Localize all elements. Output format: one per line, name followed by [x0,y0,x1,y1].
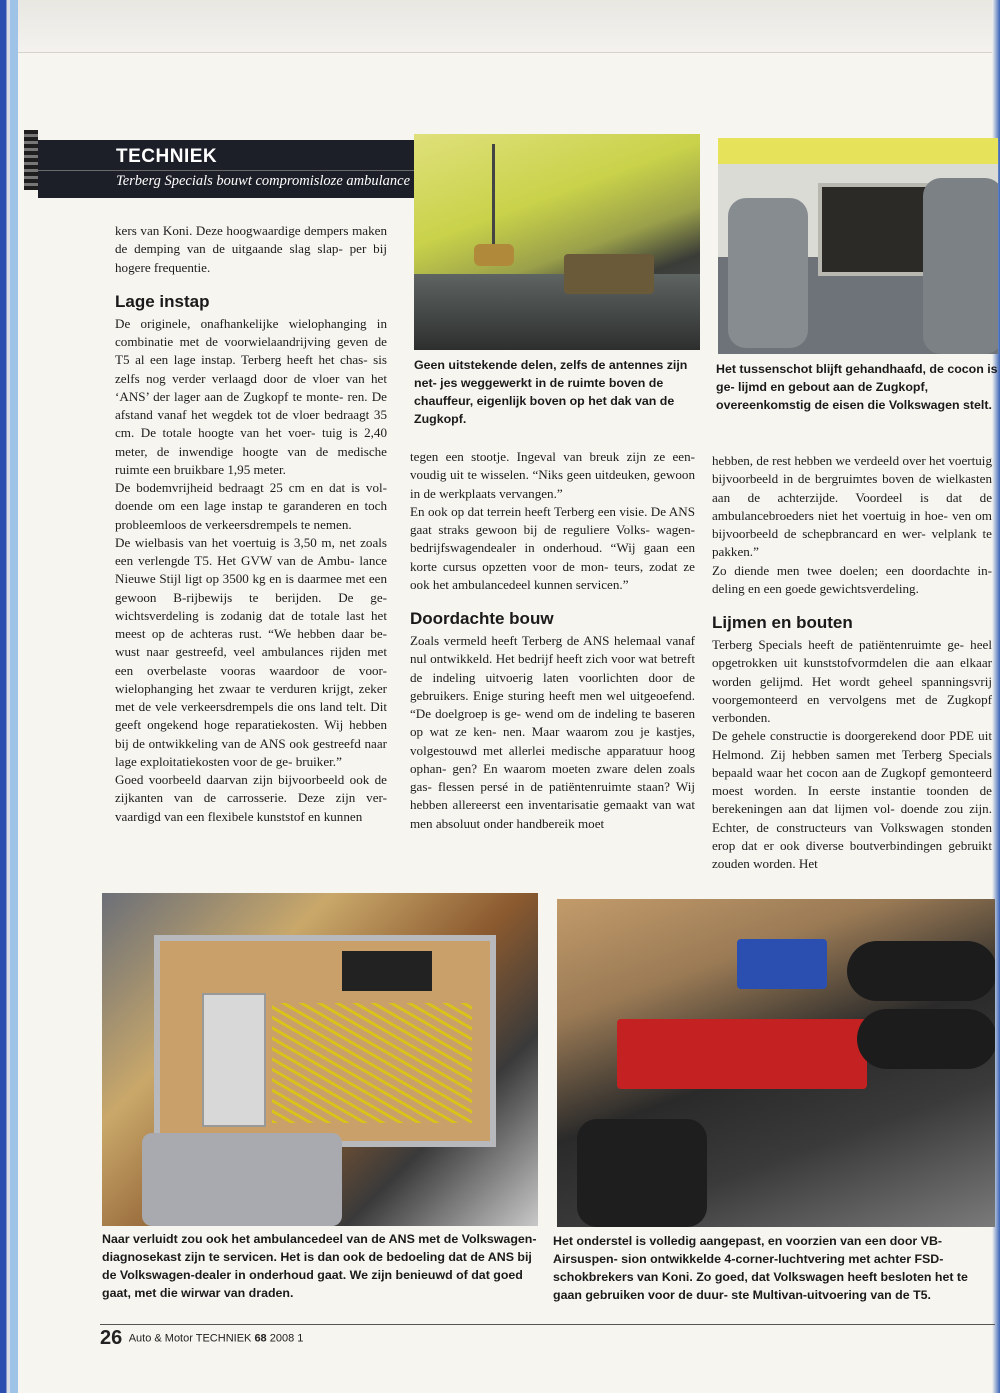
paragraph: Goed voorbeeld daarvan zijn bijvoorbeeld ook de zijkanten van de carrosserie. Deze zijn ver- vaardigd van een flexibele kunststof en kunnen [115,772,387,824]
page-footer [100,1327,303,1350]
issue-number: 68 [254,1332,267,1345]
paragraph: De originele, onafhankelijke wielophanging in combinatie met de voorwielaandrijving geven de T5 al een lage instap. Terberg heeft het chas- sis zelfs nog verder verlaagd door de vloer van het ‘ANS’ der lager aan de Zugkopf te monte- ren. De afstand vanaf het wegdek tot de vloer bedraagt 35 cm. De totale hoogte van het voer- tuig is 2,40 meter, de inwendige hoogte van de medische ruimte een bruikbare 1,95 meter. [115,315,387,477]
page-top-edge [18,0,1000,53]
caption-antenna: Geen uitstekende delen, zelfs de antennes zijn net- jes weggewerkt in de ruimte boven de chauffeur, eigenlijk boven op het dak van de Zugkopf. [414,358,688,426]
paragraph: Zo diende men twee doelen; een doordachte in- deling en een goede gewichtsverdeling. [712,562,992,596]
page-left-edge [0,0,18,1393]
paragraph: En ook op dat terrein heeft Terberg een visie. De ANS gaat straks gewoon bij de reguliere Volks- wagen-bedrijfswagendealer in onderhoud. “Wij gaan een korte cursus opzetten voor de mon- teurs, zodat ze ook het ambulancedeel kunnen servicen.” [410,503,695,592]
footer-rule [100,1324,995,1325]
caption-air-suspension: Het onderstel is volledig aangepast, en voorzien van een door VB-Airsuspen- sion ontwikkelde 4-corner-luchtvering met achter FSD-schokbrekers van Koni. Zo goed, dat Volkswagen heeft besloten het te gaan gebruiken voor de duur- ste Multivan-uitvoering van de T5. [553,1234,968,1302]
paragraph: Terberg Specials heeft de patiëntenruimte ge- heel opgetrokken uit kunststofvormdelen die aan elkaar worden gelijmd. Het wordt geheel spanningsvrij voorgemonteerd en vervolgens met de Zugkopf verbonden. [712,637,992,725]
text-column-1 [115,222,387,826]
magazine-name: Auto & Motor TECHNIEK [128,1332,252,1345]
paragraph: kers van Koni. Deze hoogwaardige dempers maken de demping van de uitgaande slag slap- per bij hogere frequentie. [115,223,387,275]
page-number: 26 [100,1327,123,1349]
photo-antenna-roof [414,134,700,350]
paragraph: Zoals vermeld heeft Terberg de ANS helemaal vanaf nul ontwikkeld. Het bedrijf heeft zich voor wat betreft de indeling uitvoerig laten voorlichten door de gebruikers. Enige sturing heeft men wel uitgeoefend. “De doelgroep is ge- wend om de indeling te baseren op wat ze ken- nen. Maar waarom zou je kastjes, volgestouwd met allerlei medische apparatuur hoog ophan- gen? En waarom moeten zware delen zoals gas- flessen persé in de patiëntenruimte staan? Wij hebben allereerst een inventarisatie gemaakt van wat men absoluut onder handbereik moet [410,633,695,831]
subheading-doordachte-bouw: Doordachte bouw [410,609,554,628]
text-column-3 [712,452,992,873]
paragraph: De bodemvrijheid bedraagt 25 cm en dat is vol- doende om een lage instap te garanderen en toch probleemloos de verkeersdrempels te nemen. [115,480,387,532]
text-column-2 [410,448,695,833]
paragraph: hebben, de rest hebben we verdeeld over het voertuig bijvoorbeeld in de bergruimtes boven de wielkasten aan de achterzijde. Voordeel is dat de ambulancebroeders niet het voertuig in hoe- ven om bijvoorbeeld de schepbrancard en wer- velplank te pakken.” [712,453,992,560]
caption-wiring: Naar verluidt zou ook het ambulancedeel van de ANS met de Volkswagen- diagnosekast zijn te servicen. Het is dan ook de bedoeling dat de ANS bij de Volkswagen-dealer in onderhoud gaat. We zijn benieuwd of dat goed gaat, met die wirwar van draden. [102,1232,537,1300]
section-kicker: TECHNIEK [116,146,218,167]
binder-strip [24,130,38,190]
paragraph: tegen een stootje. Ingeval van breuk zijn ze een- voudig uit te wisselen. “Niks geen uitdeuken, gewoon in de werkplaats vervangen.” [410,449,695,501]
photo-partition-seats [718,138,998,354]
issue-year: 2008 1 [269,1332,304,1345]
paragraph: De wielbasis van het voertuig is 3,50 m, net zoals een verlengde T5. Het GVW van de Ambu- lance Nieuwe Stijl ligt op 3500 kg en is daarmee met een gewoon B-rijbewijs te berijden. De ge- wichtsverdeling is zodanig dat de totale last het meest op de achteras rust. “We hebben daar be- wust naar gestreefd, veel ambulances rijden met een overbelaste vooras waardoor de voor- wielophanging het zwaar te verduren krijgt, zeker met de vele verkeersdrempels die ons land telt. Dit geeft ongekend hoge reparatiekosten. Wij hebben bij de ontwikkeling van de ANS ook gestreefd naar lage exploitatiekosten voor de ge- bruiker.” [115,534,387,769]
photo-air-suspension [557,899,995,1227]
paragraph: De gehele constructie is doorgerekend door PDE uit Helmond. Zij hebben samen met Terberg Specials bepaald waar het cocon aan de Zugkopf gemonteerd moest worden. In eerste instantie toonden de berekeningen aan dat lijmen vol- doende zou zijn. Echter, de constructeurs van Volkswagen stonden erop dat er ook diverse boutverbindingen gebruikt zouden worden. Het [712,728,992,871]
caption-partition: Het tussenschot blijft gehandhaafd, de cocon is ge- lijmd en gebout aan de Zugkopf, overeenkomstig de eisen die Volkswagen stelt. [716,362,998,412]
subheading-lage-instap: Lage instap [115,291,210,311]
photo-wiring-panel [102,893,538,1226]
subheading-lijmen-en-bouten: Lijmen en bouten [712,613,853,632]
section-header [38,140,416,197]
article-subtitle: Terberg Specials bouwt compromisloze ambulance [116,173,411,189]
